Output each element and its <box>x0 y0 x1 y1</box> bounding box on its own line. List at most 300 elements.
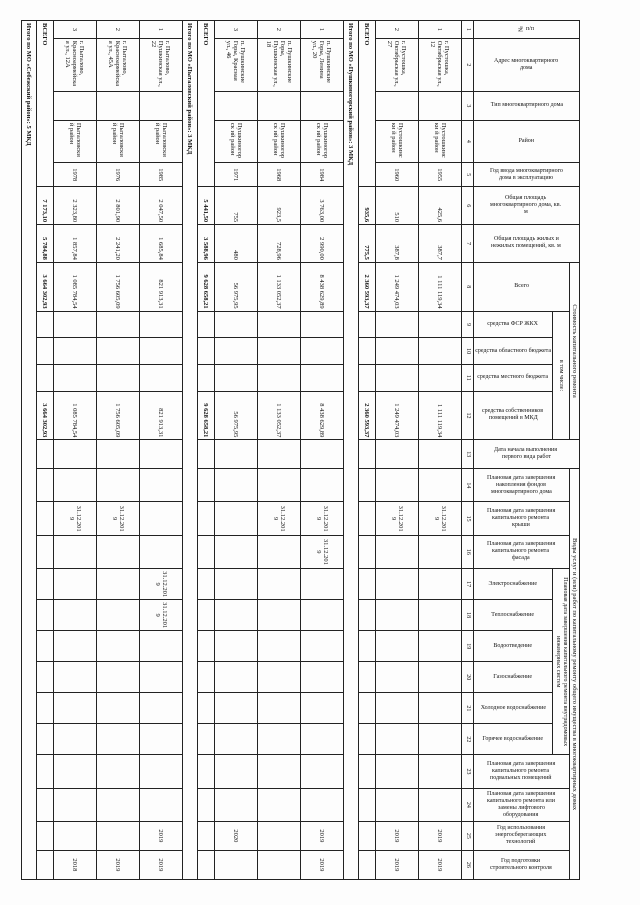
header-row-top <box>570 21 580 880</box>
cell-funds <box>140 469 183 502</box>
cell-n: 2 <box>258 21 301 39</box>
header-plan-basement: Плановая дата завершения капитального ремонта подвальных помещений <box>474 755 570 788</box>
cell-premises: 387,8 <box>376 225 419 263</box>
cell-basement <box>419 755 462 788</box>
cell-roof: 31.12.2019 <box>97 502 140 535</box>
total-empty <box>359 600 376 631</box>
cell-area: 3 763,00 <box>301 187 344 225</box>
cell-gas <box>215 662 258 693</box>
total-empty <box>359 662 376 693</box>
cell-power <box>376 569 419 600</box>
total-empty <box>37 662 54 693</box>
cell-water <box>419 631 462 662</box>
total-cost: 9 628 658,21 <box>198 262 215 311</box>
column-number: 17 <box>462 569 474 600</box>
cell-total: 1 085 784,54 <box>54 262 97 311</box>
repair-plan-table <box>21 20 580 880</box>
header-gas: Газоснабжение <box>474 662 553 693</box>
cell-heat <box>54 600 97 631</box>
cell-premises: 387,7 <box>419 225 462 263</box>
cell-local <box>140 364 183 391</box>
total-empty <box>359 535 376 568</box>
cell-cold <box>215 693 258 724</box>
header-cold: Холодное водоснабжение <box>474 693 553 724</box>
header-start-date: Дата начала выполнения первого вида работ <box>474 440 580 469</box>
cell-funds <box>97 469 140 502</box>
cell-fsr <box>215 311 258 338</box>
table-row <box>215 21 258 880</box>
total-region <box>198 338 215 365</box>
cell-premises: 2 990,00 <box>301 225 344 263</box>
cell-fsr <box>258 311 301 338</box>
column-number: 5 <box>462 163 474 187</box>
cell-heat <box>97 600 140 631</box>
column-number: 26 <box>462 850 474 879</box>
total-empty <box>359 821 376 850</box>
cell-energy: 2019 <box>419 821 462 850</box>
column-number: 1 <box>462 21 474 39</box>
cell-area: 2 047,50 <box>140 187 183 225</box>
cell-start <box>258 440 301 469</box>
cell-premises: 1 685,84 <box>140 225 183 263</box>
total-empty <box>37 693 54 724</box>
cell-water <box>258 631 301 662</box>
column-number: 2 <box>462 38 474 91</box>
cell-power <box>301 569 344 600</box>
cell-basement <box>301 755 344 788</box>
cell-gas <box>140 662 183 693</box>
header-house-type: Тип многоквартирного дома <box>474 92 580 121</box>
header-cost-group: Стоимость капитального ремонта <box>570 262 580 440</box>
cell-heat <box>301 600 344 631</box>
cell-roof: 31.12.2019 <box>54 502 97 535</box>
cell-elevator <box>301 788 344 821</box>
cell-basement <box>54 755 97 788</box>
total-empty <box>198 600 215 631</box>
total-area: 7 173,10 <box>37 187 54 225</box>
cell-gas <box>258 662 301 693</box>
total-empty <box>198 693 215 724</box>
cell-elevator <box>419 788 462 821</box>
cell-area: 2 323,80 <box>54 187 97 225</box>
cell-local <box>419 364 462 391</box>
cell-funds <box>215 469 258 502</box>
cell-district: Пустошкински й район <box>419 120 462 162</box>
cell-construct: 2019 <box>97 850 140 879</box>
column-number: 22 <box>462 724 474 755</box>
section-title: Итого по МО «Пыталовский район»: 3 МКД <box>183 21 198 880</box>
section-total-row <box>198 21 215 880</box>
total-cost: 2 360 593,37 <box>359 262 376 311</box>
cell-basement <box>97 755 140 788</box>
total-empty <box>198 631 215 662</box>
header-num: № п/п <box>474 21 580 39</box>
cell-type <box>97 92 140 121</box>
header-year-energy: Год использования энергосберегающих технологий <box>474 821 570 850</box>
total-empty <box>359 440 376 469</box>
cell-fsr <box>54 311 97 338</box>
total-empty <box>359 755 376 788</box>
cell-total: 1 756 605,09 <box>97 262 140 311</box>
total-empty <box>37 569 54 600</box>
column-number: 15 <box>462 502 474 535</box>
cell-heat <box>376 600 419 631</box>
cell-address: г. Пыталово, Красноармейская ул., 45А <box>97 38 140 91</box>
cell-cold <box>258 693 301 724</box>
total-empty <box>37 850 54 879</box>
total-empty <box>37 821 54 850</box>
cell-total: 56 975,95 <box>215 262 258 311</box>
header-fund-owners: средства собственников помещений в МКД <box>474 391 553 440</box>
total-empty <box>359 788 376 821</box>
cell-heat <box>419 600 462 631</box>
cell-address: г. Пыталово, Пушкинская ул., 22 <box>140 38 183 91</box>
header-plan-facade: Плановая дата завершения капитального ремонта фасада <box>474 535 570 568</box>
total-region <box>37 338 54 365</box>
cell-premises: 480 <box>215 225 258 263</box>
cell-hot <box>419 724 462 755</box>
table-row <box>258 21 301 880</box>
cell-cold <box>419 693 462 724</box>
section-title: Итого по МО «Пушкиногорский район»: 3 МКД <box>344 21 359 880</box>
cell-energy <box>258 821 301 850</box>
column-number: 16 <box>462 535 474 568</box>
cell-address: п. Пушкинские Горы, Пушкинская ул., 18 <box>258 38 301 91</box>
column-number: 13 <box>462 440 474 469</box>
cell-region <box>419 338 462 365</box>
cell-owners: 1 111 119,34 <box>419 391 462 440</box>
cell-energy: 2020 <box>215 821 258 850</box>
cell-gas <box>97 662 140 693</box>
cell-start <box>376 440 419 469</box>
cell-power <box>97 569 140 600</box>
cell-gas <box>301 662 344 693</box>
total-empty <box>198 821 215 850</box>
cell-roof: 31.12.2019 <box>419 502 462 535</box>
cell-heat <box>258 600 301 631</box>
cell-year: 1971 <box>215 163 258 187</box>
cell-water <box>215 631 258 662</box>
cell-local <box>54 364 97 391</box>
header-address: Адрес многоквартирного дома <box>474 38 580 91</box>
cell-district: Пыталовский район <box>97 120 140 162</box>
cell-district: Пушкиногорск ий район <box>215 120 258 162</box>
total-premises: 5 784,88 <box>37 225 54 263</box>
cell-year: 1976 <box>97 163 140 187</box>
total-region <box>359 338 376 365</box>
table-frame <box>25 20 580 880</box>
cell-construct: 2019 <box>419 850 462 879</box>
column-number: 8 <box>462 262 474 311</box>
column-number: 10 <box>462 338 474 365</box>
total-empty <box>198 662 215 693</box>
total-empty <box>37 440 54 469</box>
cell-construct: 2019 <box>301 850 344 879</box>
cell-local <box>376 364 419 391</box>
cell-total: 8 438 629,89 <box>301 262 344 311</box>
cell-heat: 31.12.2019 <box>140 600 183 631</box>
cell-basement <box>140 755 183 788</box>
header-premises-area: Общая площадь жилых и нежилых помещений, кв. м <box>474 225 580 263</box>
cell-hot <box>258 724 301 755</box>
cell-facade <box>54 535 97 568</box>
cell-area: 923,5 <box>258 187 301 225</box>
cell-start <box>301 440 344 469</box>
total-empty <box>198 724 215 755</box>
total-area: 935,6 <box>359 187 376 225</box>
cell-year: 1985 <box>140 163 183 187</box>
cell-construct <box>258 850 301 879</box>
cell-energy: 2019 <box>140 821 183 850</box>
cell-construct <box>215 850 258 879</box>
cell-hot <box>97 724 140 755</box>
header-fund-fsr: средства ФСР ЖКХ <box>474 311 553 338</box>
total-empty <box>198 440 215 469</box>
total-empty <box>359 569 376 600</box>
table-row <box>54 21 97 880</box>
cell-facade <box>419 535 462 568</box>
cell-type <box>215 92 258 121</box>
cell-type <box>376 92 419 121</box>
cell-cold <box>140 693 183 724</box>
total-local <box>198 364 215 391</box>
total-empty <box>359 850 376 879</box>
cell-hot <box>54 724 97 755</box>
cell-total: 1 111 119,34 <box>419 262 462 311</box>
cell-power: 31.12.2019 <box>140 569 183 600</box>
total-premises: 775,5 <box>359 225 376 263</box>
total-empty <box>359 469 376 502</box>
cell-facade <box>97 535 140 568</box>
cell-water <box>140 631 183 662</box>
total-empty <box>198 850 215 879</box>
cell-elevator <box>376 788 419 821</box>
cell-local <box>258 364 301 391</box>
cell-basement <box>215 755 258 788</box>
cell-type <box>54 92 97 121</box>
cell-cold <box>97 693 140 724</box>
cell-start <box>215 440 258 469</box>
cell-fsr <box>301 311 344 338</box>
cell-address: г. Пустошка, Октябрьская ул., 27 <box>376 38 419 91</box>
cell-owners: 1 756 605,09 <box>97 391 140 440</box>
cell-cold <box>376 693 419 724</box>
cell-premises: 1 857,84 <box>54 225 97 263</box>
cell-owners: 1 249 474,03 <box>376 391 419 440</box>
cell-facade <box>140 535 183 568</box>
total-empty <box>37 724 54 755</box>
total-empty <box>37 502 54 535</box>
cell-energy <box>97 821 140 850</box>
cell-region <box>258 338 301 365</box>
header-fund-local: средства местного бюджета <box>474 364 553 391</box>
cell-n: 2 <box>97 21 140 39</box>
table-row <box>376 21 419 880</box>
total-empty <box>37 755 54 788</box>
cell-area: 510 <box>376 187 419 225</box>
cell-n: 1 <box>419 21 462 39</box>
cell-fsr <box>140 311 183 338</box>
cell-fsr <box>419 311 462 338</box>
cell-cold <box>301 693 344 724</box>
column-number: 14 <box>462 469 474 502</box>
cell-area: 755 <box>215 187 258 225</box>
table-row <box>97 21 140 880</box>
header-incl: в том числе: <box>553 311 570 440</box>
cell-water <box>301 631 344 662</box>
column-number: 25 <box>462 821 474 850</box>
cell-total: 821 913,31 <box>140 262 183 311</box>
cell-owners: 56 975,95 <box>215 391 258 440</box>
header-hot: Горячее водоснабжение <box>474 724 553 755</box>
cell-type <box>140 92 183 121</box>
cell-area: 425,6 <box>419 187 462 225</box>
cell-year: 1978 <box>54 163 97 187</box>
cell-hot <box>301 724 344 755</box>
column-number: 11 <box>462 364 474 391</box>
table-row <box>140 21 183 880</box>
cell-premises: 728,96 <box>258 225 301 263</box>
cell-construct: 2018 <box>54 850 97 879</box>
header-power: Электроснабжение <box>474 569 553 600</box>
cell-type <box>419 92 462 121</box>
cell-year: 1960 <box>376 163 419 187</box>
total-premises: 3 588,96 <box>198 225 215 263</box>
cell-n: 3 <box>54 21 97 39</box>
section-total-row <box>37 21 54 880</box>
column-number-row <box>462 21 474 880</box>
cell-start <box>54 440 97 469</box>
cell-gas <box>376 662 419 693</box>
cell-funds <box>419 469 462 502</box>
cell-water <box>97 631 140 662</box>
cell-facade: 31.12.2019 <box>301 535 344 568</box>
cell-local <box>301 364 344 391</box>
header-total-area: Общая площадь многоквартирного дома, кв. м <box>474 187 580 225</box>
header-district: Район <box>474 120 580 162</box>
cell-total: 1 133 052,37 <box>258 262 301 311</box>
cell-energy: 2019 <box>376 821 419 850</box>
cell-start <box>97 440 140 469</box>
cell-n: 1 <box>301 21 344 39</box>
column-number: 12 <box>462 391 474 440</box>
total-empty <box>198 788 215 821</box>
cell-address: п. Пушкинские Горы, Ленина ул., 20 <box>301 38 344 91</box>
cell-facade <box>258 535 301 568</box>
column-number: 23 <box>462 755 474 788</box>
header-plan-group: Виды услуг и (или) работ по капитальному ремонту общего имущества в многоквартирных домах <box>570 469 580 880</box>
cell-basement <box>258 755 301 788</box>
cell-facade <box>215 535 258 568</box>
header-year-built: Год ввода многоквартирного дома в эксплуатацию <box>474 163 580 187</box>
cell-region <box>215 338 258 365</box>
cell-district: Пыталовский район <box>140 120 183 162</box>
total-empty <box>198 469 215 502</box>
header-water: Водоотведение <box>474 631 553 662</box>
cell-hot <box>215 724 258 755</box>
cell-gas <box>419 662 462 693</box>
cell-region <box>301 338 344 365</box>
cell-local <box>97 364 140 391</box>
total-empty <box>198 755 215 788</box>
cell-roof: 31.12.2019 <box>301 502 344 535</box>
cell-region <box>140 338 183 365</box>
total-fsr <box>37 311 54 338</box>
cell-year: 1955 <box>419 163 462 187</box>
cell-address: г. Пыталово, Красноармейская ул., 12А <box>54 38 97 91</box>
total-empty <box>37 600 54 631</box>
cell-funds <box>301 469 344 502</box>
cell-district: Пушкиногорск ий район <box>258 120 301 162</box>
cell-roof: 31.12.2019 <box>376 502 419 535</box>
total-owners: 2 360 593,37 <box>359 391 376 440</box>
total-fsr <box>359 311 376 338</box>
header-plan-elevator: Плановая дата завершения капитального ремонта или замены лифтового оборудования <box>474 788 570 821</box>
total-label: ВСЕГО <box>198 21 215 187</box>
column-number: 7 <box>462 225 474 263</box>
cell-basement <box>376 755 419 788</box>
column-number: 9 <box>462 311 474 338</box>
cell-fsr <box>376 311 419 338</box>
cell-year: 1968 <box>258 163 301 187</box>
cell-district: Пустошкински й район <box>376 120 419 162</box>
section-title-row <box>22 21 37 880</box>
cell-elevator <box>54 788 97 821</box>
cell-roof: 31.12.2019 <box>258 502 301 535</box>
cell-n: 1 <box>140 21 183 39</box>
cell-funds <box>258 469 301 502</box>
cell-roof <box>140 502 183 535</box>
cell-total: 1 249 474,03 <box>376 262 419 311</box>
header-cost-total: Всего <box>474 262 570 311</box>
total-empty <box>37 788 54 821</box>
cell-address: г. Пустошка, Октябрьская ул., 12 <box>419 38 462 91</box>
total-label: ВСЕГО <box>37 21 54 187</box>
section-total-row <box>359 21 376 880</box>
total-empty <box>37 469 54 502</box>
column-number: 21 <box>462 693 474 724</box>
cell-year: 1984 <box>301 163 344 187</box>
cell-hot <box>140 724 183 755</box>
cell-region <box>376 338 419 365</box>
column-number: 18 <box>462 600 474 631</box>
total-empty <box>37 535 54 568</box>
total-area: 5 441,50 <box>198 187 215 225</box>
cell-area: 2 801,90 <box>97 187 140 225</box>
cell-power <box>419 569 462 600</box>
cell-construct: 2019 <box>140 850 183 879</box>
cell-n: 2 <box>376 21 419 39</box>
cell-owners: 8 438 629,89 <box>301 391 344 440</box>
section-title-row <box>183 21 198 880</box>
section-title-row <box>344 21 359 880</box>
total-empty <box>198 535 215 568</box>
total-empty <box>198 569 215 600</box>
rotated-table <box>25 20 580 880</box>
cell-water <box>54 631 97 662</box>
cell-power <box>215 569 258 600</box>
cell-funds <box>376 469 419 502</box>
total-empty <box>359 631 376 662</box>
cell-water <box>376 631 419 662</box>
total-local <box>37 364 54 391</box>
cell-fsr <box>97 311 140 338</box>
header-plan-roof: Плановая дата завершения капитального ремонта крыши <box>474 502 570 535</box>
total-empty <box>359 724 376 755</box>
total-owners: 9 628 658,21 <box>198 391 215 440</box>
cell-region <box>97 338 140 365</box>
cell-premises: 2 241,20 <box>97 225 140 263</box>
